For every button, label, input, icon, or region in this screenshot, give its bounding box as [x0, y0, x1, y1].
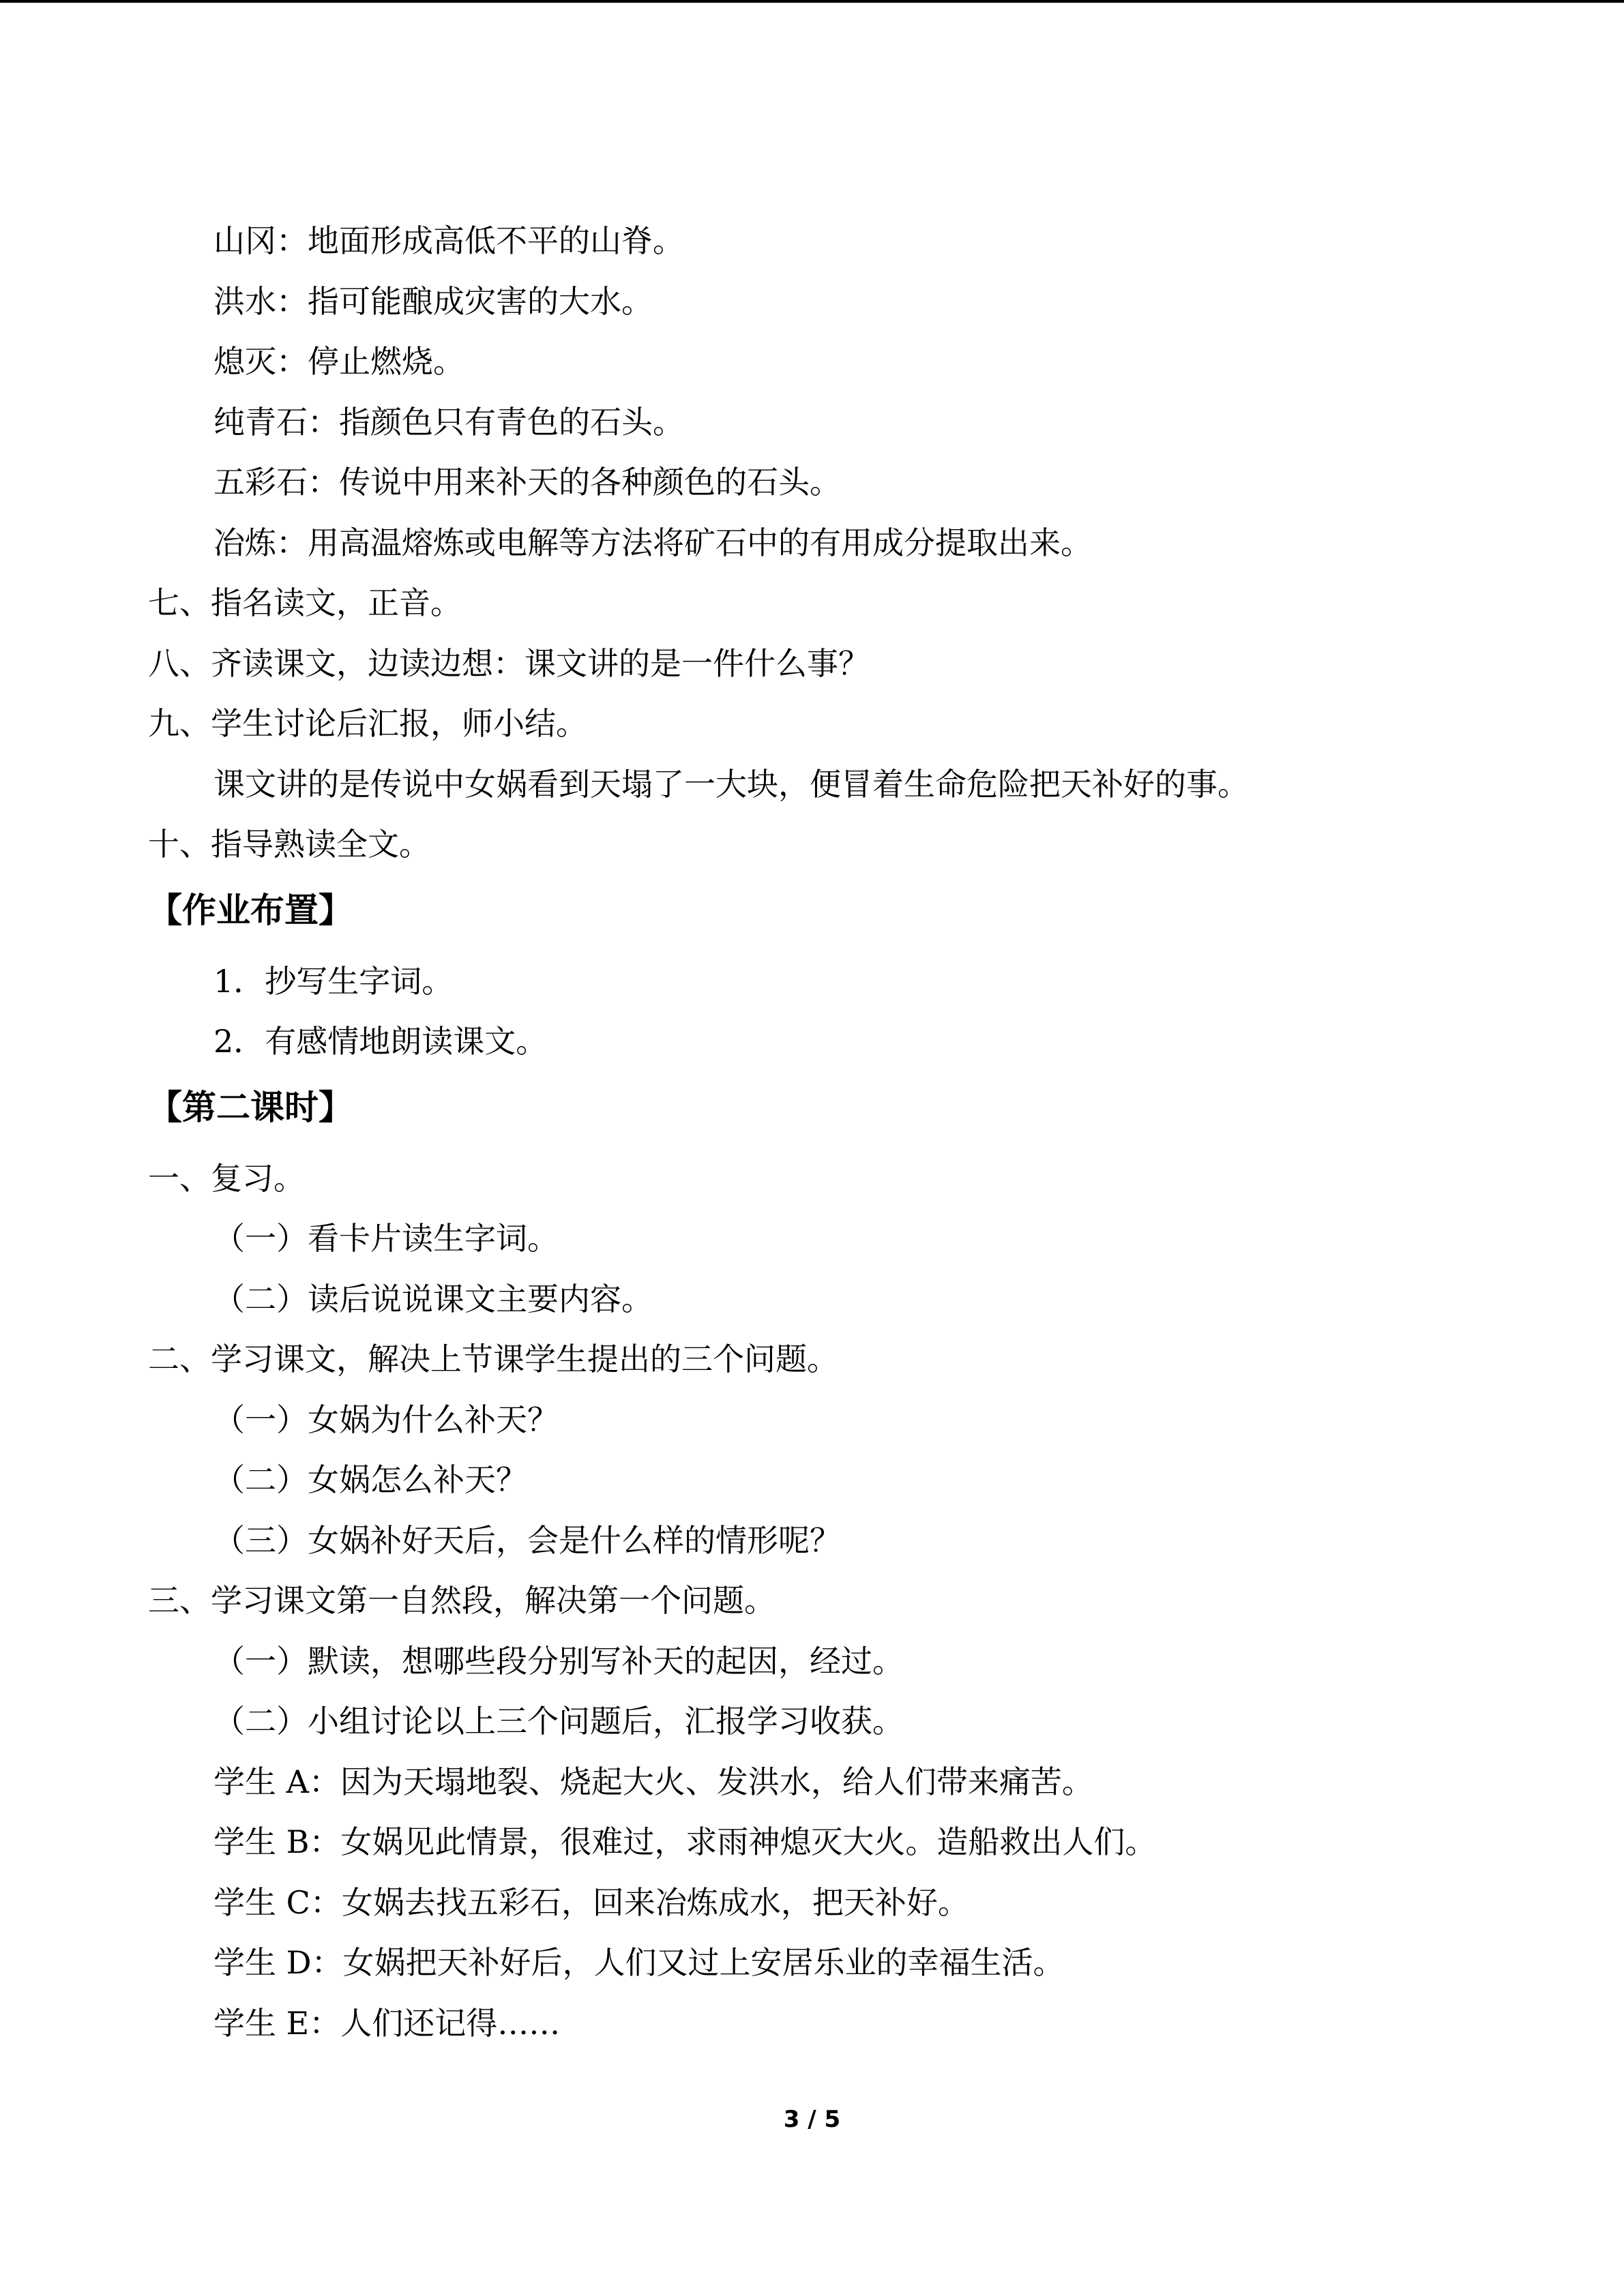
document-body	[148, 211, 1478, 2053]
step-item: 七、指名读文，正音。	[148, 584, 462, 621]
definition-line: 纯青石：指颜色只有青色的石头。	[213, 403, 684, 441]
student-answer: 学生 E：人们还记得……	[213, 2004, 561, 2042]
student-answer: 学生 C：女娲去找五彩石，回来冶炼成水，把天补好。	[213, 1883, 969, 1921]
student-answer: 学生 A：因为天塌地裂、烧起大火、发洪水，给人们带来痛苦。	[213, 1763, 1093, 1800]
homework-item: 2．有感情地朗读课文。	[213, 1023, 548, 1060]
definition-line: 洪水：指可能酿成灾害的大水。	[213, 282, 653, 320]
definition-line: 五彩石：传说中用来补天的各种颜色的石头。	[213, 464, 841, 501]
summary-paragraph: 课文讲的是传说中女娲看到天塌了一大块，便冒着生命危险把天补好的事。	[213, 765, 1249, 803]
definition-line: 冶炼：用高温熔炼或电解等方法将矿石中的有用成分提取出来。	[213, 524, 1092, 561]
homework-item: 1．抄写生字词。	[213, 962, 454, 1000]
sub-step-item: （二）读后说说课文主要内容。	[213, 1280, 653, 1317]
sub-step-item: （一）默读，想哪些段分别写补天的起因，经过。	[213, 1642, 904, 1680]
step-item: 一、复习。	[148, 1159, 305, 1197]
section-heading-homework: 【作业布置】	[148, 890, 353, 930]
sub-step-item: （三）女娲补好天后，会是什么样的情形呢？	[213, 1521, 841, 1559]
student-answer: 学生 B：女娲见此情景，很难过，求雨神熄灭大火。造船救出人们。	[213, 1823, 1157, 1860]
step-item: 十、指导熟读全文。	[148, 826, 430, 863]
step-item: 三、学习课文第一自然段，解决第一个问题。	[148, 1582, 776, 1619]
definition-line: 山冈：地面形成高低不平的山脊。	[213, 222, 684, 259]
sub-step-item: （一）看卡片读生字词。	[213, 1220, 559, 1257]
step-item: 九、学生讨论后汇报，师小结。	[148, 705, 587, 742]
definition-line: 熄灭：停止燃烧。	[213, 343, 464, 380]
page-number: 3 / 5	[783, 2106, 841, 2133]
step-item: 二、学习课文，解决上节课学生提出的三个问题。	[148, 1341, 838, 1377]
sub-step-item: （一）女娲为什么补天？	[213, 1401, 559, 1438]
student-answer: 学生 D：女娲把天补好后，人们又过上安居乐业的幸福生活。	[213, 1944, 1065, 1981]
sub-step-item: （二）小组讨论以上三个问题后，汇报学习收获。	[213, 1703, 904, 1740]
step-item: 八、齐读课文，边读边想：课文讲的是一件什么事？	[148, 644, 870, 682]
sub-step-item: （二）女娲怎么补天？	[213, 1461, 527, 1498]
section-heading-second-lesson: 【第二课时】	[148, 1087, 353, 1127]
